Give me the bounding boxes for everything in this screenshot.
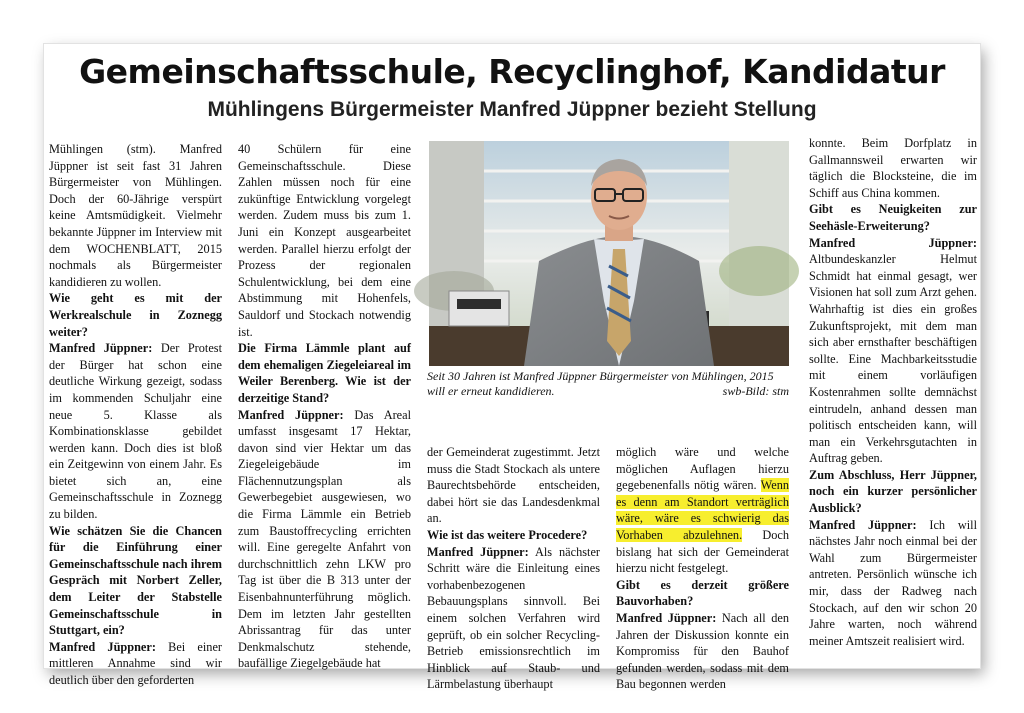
article-intro: Mühlingen (stm). Manfred Jüppner ist seit fast 31 Jahren Bürgermeister von Mühlingen. Doch der 60-Jährige verspürt keine Amtsmüdigkeit. Vielmehr bekannte Jüppner im Interview mit dem WOCHENBLATT, 2015 nochmals als Bürgermeister kandidieren zu wollen. bbox=[49, 142, 222, 289]
answer-3-start: Das Areal umfasst insgesamt 17 Hektar, davon sind vier Hektar um das Ziegeleigebäude im Flächennutzungsplan als Gewerbegebiet ausgewiesen, wo die Firma Lämmle ein Betrieb zum Baustoffrecycling errichten will. Eine geregelte Anfahrt von durchschnittlich zehn LKW pro Tag ist über die B 313 unter der Eisenbahnunterführung möglich. Dem im letzten Jahr gestellten Abrissantrag für das unter Denkmalschutz stehende, baufällige Ziegelgebäude hat bbox=[238, 407, 412, 671]
answer-5-start: Nach all den Jahren der Diskussion konnte ein Kompromiss für den Bauhof gefunden werden, sodass mit dem Bau begonnen werden bbox=[616, 610, 790, 692]
mayor-photo bbox=[429, 141, 789, 366]
answer-4-cont: möglich wäre und welche möglichen Auflagen hierzu gegebenenfalls nötig wären. bbox=[616, 445, 789, 493]
answer-2-cont: 40 Schülern für eine Gemeinschaftsschule. Diese Zahlen müssen noch für eine zukünftige Entwicklung vorgelegt werden. Zudem muss bis zum 1. Juni ein Konzept ausgearbeitet werden. Parallel hierzu erfolgt der Prozess der regionalen Schulentwicklung, bei dem eine Abstimmung mit Hohenfels, Sauldorf und Stockach notwendig ist. bbox=[238, 142, 411, 339]
highlighted-quote: Wenn es denn am Standort verträglich wäre, wäre es schwierig das Vorhaben abzulehnen. bbox=[616, 478, 789, 542]
article-column-4 bbox=[616, 444, 789, 693]
answer-1: Der Protest der Bürger hat schon eine deutliche Wirkung gezeigt, sodass im kommenden Schuljahr eine neue 5. Klasse als Kombinationsklasse gebildet werden kann. Doch dies ist bloß ein Zeitgewinn von einem Jahr. Es bietet sich an, eine Gemeinschaftsschule in Zoznegg zu bilden. bbox=[49, 341, 223, 522]
article-column-1 bbox=[49, 141, 222, 689]
question-2: Wie schätzen Sie die Chancen für die Einführung einer Gemeinschaftsschule nach ihrem Gespräch mit Norbert Zeller, dem Leiter der Stabstelle Gemeinschaftsschule in Stuttgart, ein? bbox=[49, 523, 222, 638]
answer-3-cont: der Gemeinderat zugestimmt. Jetzt muss die Stadt Stockach als untere Baurechtsbehörde entscheiden, dabei hört sie das Landesdenkmal an. bbox=[427, 445, 600, 526]
answer-2-speaker: Manfred Jüppner: bbox=[49, 639, 156, 654]
question-1: Wie geht es mit der Werkrealschule in Zoznegg weiter? bbox=[49, 291, 222, 339]
answer-4-speaker: Manfred Jüppner: bbox=[427, 544, 529, 559]
article-column-3 bbox=[427, 444, 600, 693]
photo-credit: swb-Bild: stm bbox=[722, 384, 789, 398]
caption-text: Seit 30 Jahren ist Manfred Jüppner Bürgermeister von Mühlingen, 2015 will er erneut kandidieren. bbox=[427, 369, 774, 398]
answer-4-start: Als nächster Schritt wäre die Einleitung eines vorhabenbezogenen Bebauungsplans sinnvoll. Bei einem solchen Verfahren wird geprüft, ob ein solcher Recycling-Betrieb emissionsrechtlich im Hinblick auf Staub- und Lärmbelastung überhaupt bbox=[427, 544, 600, 692]
answer-3-speaker: Manfred Jüppner: bbox=[238, 407, 344, 422]
article-column-2 bbox=[238, 141, 411, 672]
photo-caption bbox=[427, 369, 789, 399]
question-7: Zum Abschluss, Herr Jüppner, noch ein kurzer persönlicher Ausblick? bbox=[809, 467, 977, 516]
answer-6: Altbundeskanzler Helmut Schmidt hat einmal gesagt, wer Visionen hat soll zum Arzt gehen. Wahrhaftig ist dies ein großes Zukunftsprojekt, mit dem man sich aber ernsthafter beschäftigen sollte. Eine Machbarkeitsstudie mit einem vorläufigen Kostenrahmen sollte demnächst eintrudeln, anhand dessen man politisch entscheiden kann, will man ein Verkehrsgutachten in Auftrag geben. bbox=[809, 252, 977, 466]
answer-6-speaker: Manfred Jüppner: bbox=[809, 235, 977, 250]
answer-7-speaker: Manfred Jüppner: bbox=[809, 517, 917, 532]
newspaper-clipping bbox=[44, 44, 980, 692]
question-6: Gibt es Neuigkeiten zur Seehäsle-Erweiterung? bbox=[809, 202, 977, 233]
answer-5-speaker: Manfred Jüppner: bbox=[616, 610, 717, 625]
answer-4-end: Doch bislang hat sich der Gemeinderat hierzu nicht festgelegt. bbox=[616, 527, 789, 576]
answer-7: Ich will nächstes Jahr noch einmal bei der Wahl zum Bürgermeister antreten. Persönlich wünsche ich mir, dass der Radweg nach Stockach, auf den wir schon 20 Jahre warten, noch während meiner Amtszeit realisiert wird. bbox=[809, 517, 977, 648]
question-3: Die Firma Lämmle plant auf dem ehemaligen Ziegeleiareal im Weiler Berenberg. Wie ist der derzeitige Stand? bbox=[238, 341, 411, 405]
question-4: Wie ist das weitere Procedere? bbox=[427, 527, 588, 542]
answer-5-cont: konnte. Beim Dorfplatz in Gallmannsweil erwarten wir täglich die Blocksteine, die im Schiff aus China kommen. bbox=[809, 136, 977, 200]
headline: Gemeinschaftsschule, Recyclinghof, Kandidatur bbox=[79, 52, 945, 91]
article-column-5 bbox=[809, 135, 977, 649]
answer-2-start: Bei einer mittleren Annahme sind wir deutlich über den geforderten bbox=[49, 639, 222, 687]
question-5: Gibt es derzeit größere Bauvorhaben? bbox=[616, 577, 789, 609]
subheadline: Mühlingens Bürgermeister Manfred Jüppner bezieht Stellung bbox=[207, 98, 817, 121]
portrait-illustration bbox=[429, 141, 789, 366]
answer-1-speaker: Manfred Jüppner: bbox=[49, 341, 153, 356]
